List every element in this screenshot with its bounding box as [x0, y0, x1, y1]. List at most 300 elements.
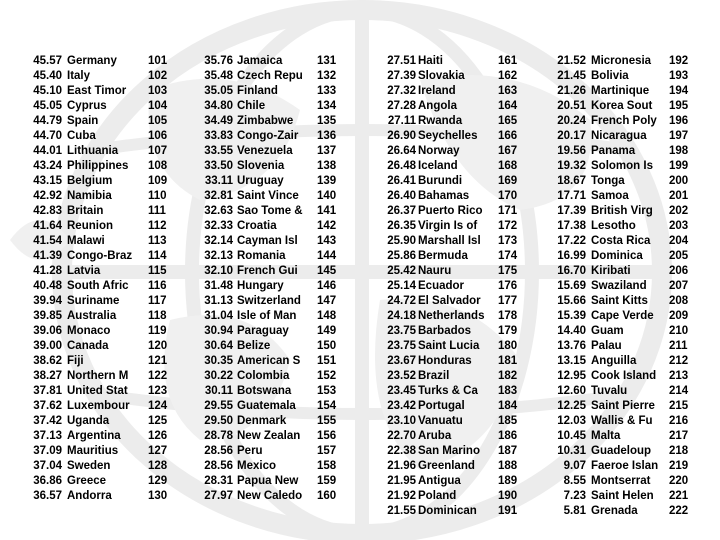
- row-country: Saint Vince: [237, 190, 299, 202]
- row-rank: 154: [317, 400, 337, 412]
- row-country: Poland: [418, 490, 457, 502]
- row-rank: 208: [669, 295, 689, 307]
- row-rank: 197: [669, 130, 689, 142]
- row-country: Montserrat: [591, 475, 651, 487]
- row-rank: 147: [317, 295, 337, 307]
- row-rank: 133: [317, 85, 337, 97]
- row-rank: 163: [498, 85, 518, 97]
- row-value: 34.49: [204, 115, 233, 127]
- row-country: Solomon Is: [591, 160, 653, 172]
- row-value: 20.24: [557, 115, 586, 127]
- row-rank: 157: [317, 445, 337, 457]
- row-rank: 137: [317, 145, 337, 157]
- row-value: 32.33: [204, 220, 233, 232]
- row-rank: 118: [148, 310, 167, 322]
- row-value: 25.42: [387, 265, 416, 277]
- row-country: Colombia: [237, 370, 290, 382]
- row-rank: 167: [498, 145, 518, 157]
- row-country: Tonga: [591, 175, 625, 187]
- row-value: 41.64: [33, 220, 62, 232]
- row-rank: 221: [669, 490, 689, 502]
- row-value: 12.25: [557, 400, 586, 412]
- row-value: 12.60: [557, 385, 586, 397]
- row-rank: 215: [669, 400, 689, 412]
- row-country: Puerto Rico: [418, 205, 483, 217]
- row-country: Tuvalu: [591, 385, 628, 397]
- row-rank: 217: [669, 430, 689, 442]
- row-value: 30.35: [204, 355, 233, 367]
- row-value: 30.64: [204, 340, 233, 352]
- row-country: Andorra: [67, 490, 112, 502]
- row-rank: 144: [317, 250, 337, 262]
- row-rank: 175: [498, 265, 518, 277]
- row-rank: 203: [669, 220, 689, 232]
- row-country: Greece: [67, 475, 107, 487]
- row-value: 15.69: [557, 280, 586, 292]
- row-value: 26.90: [387, 130, 416, 142]
- row-country: Grenada: [591, 505, 638, 517]
- row-country: Zimbabwe: [237, 115, 294, 127]
- row-value: 41.28: [33, 265, 62, 277]
- row-rank: 107: [148, 145, 168, 157]
- row-country: British Virg: [591, 205, 653, 217]
- row-rank: 104: [148, 100, 168, 112]
- row-value: 21.55: [387, 505, 416, 517]
- row-country: Uruguay: [237, 175, 284, 187]
- row-rank: 128: [148, 460, 168, 472]
- row-value: 12.95: [557, 370, 586, 382]
- row-value: 37.42: [33, 415, 62, 427]
- row-country: Denmark: [237, 415, 287, 427]
- row-country: Nauru: [418, 265, 452, 277]
- row-country: Papua New: [237, 475, 299, 487]
- row-value: 33.83: [204, 130, 233, 142]
- row-value: 16.70: [557, 265, 586, 277]
- row-rank: 172: [498, 220, 518, 232]
- row-value: 22.38: [387, 445, 416, 457]
- row-value: 26.64: [387, 145, 416, 157]
- row-rank: 139: [317, 175, 337, 187]
- row-value: 30.22: [204, 370, 233, 382]
- row-value: 44.70: [33, 130, 62, 142]
- row-value: 33.11: [204, 175, 233, 187]
- row-country: Wallis & Fu: [591, 415, 653, 427]
- row-rank: 170: [498, 190, 518, 202]
- row-country: Romania: [237, 250, 286, 262]
- row-country: Guatemala: [237, 400, 296, 412]
- row-value: 27.28: [387, 100, 416, 112]
- row-country: El Salvador: [418, 295, 481, 307]
- row-country: Turks & Ca: [418, 385, 478, 397]
- row-rank: 145: [317, 265, 337, 277]
- row-value: 39.85: [33, 310, 62, 322]
- row-value: 23.75: [387, 325, 416, 337]
- row-value: 45.10: [33, 85, 62, 97]
- row-country: Virgin Is of: [418, 220, 478, 232]
- row-country: Seychelles: [418, 130, 478, 142]
- row-value: 10.45: [557, 430, 586, 442]
- row-rank: 134: [317, 100, 337, 112]
- row-country: Chile: [237, 100, 266, 112]
- row-country: Aruba: [418, 430, 452, 442]
- row-country: Guam: [591, 325, 624, 337]
- row-rank: 192: [669, 55, 689, 67]
- row-country: Italy: [67, 70, 91, 82]
- row-rank: 210: [669, 325, 689, 337]
- row-country: Micronesia: [591, 55, 652, 67]
- row-country: Czech Repu: [237, 70, 303, 82]
- row-country: Jamaica: [237, 55, 283, 67]
- row-country: Isle of Man: [237, 310, 297, 322]
- row-value: 31.04: [204, 310, 233, 322]
- row-rank: 185: [498, 415, 518, 427]
- row-rank: 165: [498, 115, 518, 127]
- row-rank: 124: [148, 400, 168, 412]
- row-country: Rwanda: [418, 115, 463, 127]
- row-value: 21.26: [557, 85, 586, 97]
- row-rank: 116: [148, 280, 167, 292]
- row-value: 43.15: [33, 175, 62, 187]
- row-country: Haiti: [418, 55, 443, 67]
- row-country: Saint Lucia: [418, 340, 480, 352]
- row-rank: 109: [148, 175, 168, 187]
- row-value: 37.09: [33, 445, 62, 457]
- row-country: Panama: [591, 145, 636, 157]
- row-rank: 151: [317, 355, 337, 367]
- row-value: 27.97: [204, 490, 233, 502]
- row-value: 44.79: [33, 115, 62, 127]
- row-rank: 113: [148, 235, 167, 247]
- row-value: 25.86: [387, 250, 416, 262]
- row-country: Cyprus: [67, 100, 107, 112]
- row-rank: 119: [148, 325, 167, 337]
- row-rank: 220: [669, 475, 689, 487]
- row-value: 36.86: [33, 475, 62, 487]
- row-rank: 105: [148, 115, 168, 127]
- row-rank: 130: [148, 490, 168, 502]
- row-country: Norway: [418, 145, 460, 157]
- row-rank: 141: [317, 205, 337, 217]
- row-rank: 180: [498, 340, 518, 352]
- row-country: Netherlands: [418, 310, 485, 322]
- row-rank: 117: [148, 295, 167, 307]
- row-rank: 198: [669, 145, 689, 157]
- row-rank: 162: [498, 70, 518, 82]
- row-country: Germany: [67, 55, 117, 67]
- row-value: 28.56: [204, 445, 233, 457]
- row-rank: 202: [669, 205, 689, 217]
- row-value: 31.48: [204, 280, 233, 292]
- row-rank: 161: [498, 55, 518, 67]
- row-country: Lesotho: [591, 220, 636, 232]
- row-country: Saint Pierre: [591, 400, 655, 412]
- row-value: 23.67: [387, 355, 416, 367]
- row-rank: 120: [148, 340, 168, 352]
- row-country: Cuba: [67, 130, 96, 142]
- row-value: 26.35: [387, 220, 416, 232]
- row-country: San Marino: [418, 445, 480, 457]
- row-value: 30.94: [204, 325, 233, 337]
- row-value: 45.40: [33, 70, 62, 82]
- row-country: Mauritius: [67, 445, 119, 457]
- row-country: Swaziland: [591, 280, 647, 292]
- row-rank: 108: [148, 160, 168, 172]
- row-rank: 123: [148, 385, 168, 397]
- row-value: 15.66: [557, 295, 586, 307]
- row-country: French Gui: [237, 265, 298, 277]
- row-rank: 179: [498, 325, 518, 337]
- row-country: United Stat: [67, 385, 128, 397]
- row-value: 37.04: [33, 460, 62, 472]
- row-value: 27.39: [387, 70, 416, 82]
- row-country: Korea Sout: [591, 100, 653, 112]
- row-country: Malawi: [67, 235, 105, 247]
- row-rank: 212: [669, 355, 689, 367]
- row-rank: 159: [317, 475, 337, 487]
- row-value: 37.81: [33, 385, 62, 397]
- row-country: Paraguay: [237, 325, 289, 337]
- row-value: 17.38: [557, 220, 586, 232]
- row-rank: 178: [498, 310, 518, 322]
- row-value: 31.13: [204, 295, 233, 307]
- row-rank: 142: [317, 220, 337, 232]
- row-rank: 110: [148, 190, 167, 202]
- row-country: Australia: [67, 310, 117, 322]
- row-value: 38.27: [33, 370, 62, 382]
- row-rank: 182: [498, 370, 518, 382]
- row-rank: 186: [498, 430, 518, 442]
- row-rank: 103: [148, 85, 168, 97]
- row-country: Bermuda: [418, 250, 468, 262]
- row-rank: 136: [317, 130, 337, 142]
- row-country: Croatia: [237, 220, 277, 232]
- row-rank: 193: [669, 70, 689, 82]
- row-value: 41.54: [33, 235, 62, 247]
- row-country: Kiribati: [591, 265, 631, 277]
- row-value: 32.13: [204, 250, 233, 262]
- row-country: Sao Tome &: [237, 205, 303, 217]
- row-country: Britain: [67, 205, 104, 217]
- row-value: 43.24: [33, 160, 62, 172]
- row-rank: 199: [669, 160, 689, 172]
- row-country: Burundi: [418, 175, 463, 187]
- row-country: Ecuador: [418, 280, 465, 292]
- row-rank: 174: [498, 250, 518, 262]
- row-value: 27.11: [387, 115, 416, 127]
- row-country: Cape Verde: [591, 310, 654, 322]
- row-value: 42.83: [33, 205, 62, 217]
- row-value: 29.55: [204, 400, 233, 412]
- row-country: Namibia: [67, 190, 112, 202]
- row-value: 23.75: [387, 340, 416, 352]
- row-value: 29.50: [204, 415, 233, 427]
- row-value: 26.48: [387, 160, 416, 172]
- row-country: Palau: [591, 340, 622, 352]
- row-rank: 138: [317, 160, 337, 172]
- row-value: 41.39: [33, 250, 62, 262]
- row-country: Faeroe Islan: [591, 460, 659, 472]
- row-country: Vanuatu: [418, 415, 463, 427]
- row-country: Guadeloup: [591, 445, 652, 457]
- row-country: Anguilla: [591, 355, 637, 367]
- row-rank: 216: [669, 415, 689, 427]
- row-rank: 213: [669, 370, 689, 382]
- row-country: Angola: [418, 100, 457, 112]
- row-rank: 187: [498, 445, 518, 457]
- row-value: 17.71: [557, 190, 586, 202]
- row-rank: 200: [669, 175, 689, 187]
- row-rank: 126: [148, 430, 168, 442]
- row-value: 33.55: [204, 145, 233, 157]
- row-value: 26.40: [387, 190, 416, 202]
- row-country: Samoa: [591, 190, 629, 202]
- row-value: 23.45: [387, 385, 416, 397]
- row-value: 37.62: [33, 400, 62, 412]
- row-value: 32.10: [204, 265, 233, 277]
- row-value: 13.76: [557, 340, 586, 352]
- row-country: Venezuela: [237, 145, 293, 157]
- row-rank: 132: [317, 70, 337, 82]
- row-country: Marshall Isl: [418, 235, 481, 247]
- row-value: 45.57: [33, 55, 62, 67]
- row-rank: 115: [148, 265, 167, 277]
- row-rank: 204: [669, 235, 689, 247]
- row-rank: 143: [317, 235, 337, 247]
- row-rank: 222: [669, 505, 689, 517]
- row-rank: 205: [669, 250, 689, 262]
- row-country: Latvia: [67, 265, 101, 277]
- row-value: 26.37: [387, 205, 416, 217]
- row-rank: 112: [148, 220, 167, 232]
- row-country: Iceland: [418, 160, 458, 172]
- row-value: 39.00: [33, 340, 62, 352]
- row-value: 35.05: [204, 85, 233, 97]
- row-country: New Zealan: [237, 430, 301, 442]
- row-country: Spain: [67, 115, 99, 127]
- row-country: Sweden: [67, 460, 111, 472]
- row-rank: 169: [498, 175, 518, 187]
- row-value: 13.15: [557, 355, 586, 367]
- row-country: Suriname: [67, 295, 120, 307]
- row-country: Reunion: [67, 220, 113, 232]
- row-value: 27.32: [387, 85, 416, 97]
- row-value: 14.40: [557, 325, 586, 337]
- row-rank: 209: [669, 310, 689, 322]
- row-value: 17.22: [557, 235, 586, 247]
- row-value: 23.42: [387, 400, 416, 412]
- row-value: 21.96: [387, 460, 416, 472]
- row-rank: 106: [148, 130, 168, 142]
- row-value: 21.52: [557, 55, 586, 67]
- row-country: Fiji: [67, 355, 84, 367]
- row-country: Martinique: [591, 85, 650, 97]
- row-country: Greenland: [418, 460, 475, 472]
- row-rank: 188: [498, 460, 518, 472]
- row-country: Monaco: [67, 325, 111, 337]
- row-value: 25.90: [387, 235, 416, 247]
- row-value: 5.81: [563, 505, 586, 517]
- row-value: 23.10: [387, 415, 416, 427]
- row-rank: 190: [498, 490, 518, 502]
- row-rank: 219: [669, 460, 689, 472]
- row-rank: 122: [148, 370, 168, 382]
- row-rank: 153: [317, 385, 337, 397]
- row-country: American S: [237, 355, 301, 367]
- row-value: 16.99: [557, 250, 586, 262]
- row-rank: 176: [498, 280, 518, 292]
- row-rank: 121: [148, 355, 168, 367]
- row-value: 12.03: [557, 415, 586, 427]
- row-value: 19.56: [557, 145, 586, 157]
- row-country: Congo-Braz: [67, 250, 133, 262]
- row-value: 9.07: [563, 460, 586, 472]
- row-value: 25.14: [387, 280, 416, 292]
- row-rank: 194: [669, 85, 689, 97]
- row-rank: 218: [669, 445, 689, 457]
- row-rank: 111: [148, 205, 166, 217]
- row-value: 19.32: [557, 160, 586, 172]
- row-value: 28.56: [204, 460, 233, 472]
- row-rank: 152: [317, 370, 337, 382]
- row-value: 35.48: [204, 70, 233, 82]
- row-rank: 195: [669, 100, 689, 112]
- row-country: Portugal: [418, 400, 465, 412]
- row-rank: 207: [669, 280, 689, 292]
- row-country: Costa Rica: [591, 235, 651, 247]
- row-country: Lithuania: [67, 145, 119, 157]
- row-country: Saint Helen: [591, 490, 654, 502]
- row-rank: 102: [148, 70, 168, 82]
- row-value: 21.92: [387, 490, 416, 502]
- row-rank: 211: [669, 340, 688, 352]
- row-value: 37.13: [33, 430, 62, 442]
- row-rank: 149: [317, 325, 337, 337]
- row-country: Slovenia: [237, 160, 285, 172]
- row-country: Congo-Zair: [237, 130, 299, 142]
- row-country: Northern M: [67, 370, 129, 382]
- row-value: 8.55: [563, 475, 586, 487]
- row-country: Dominica: [591, 250, 643, 262]
- row-value: 45.05: [33, 100, 62, 112]
- row-rank: 189: [498, 475, 518, 487]
- row-rank: 177: [498, 295, 518, 307]
- row-country: East Timor: [67, 85, 127, 97]
- row-value: 28.31: [204, 475, 233, 487]
- row-rank: 206: [669, 265, 689, 277]
- row-value: 21.95: [387, 475, 416, 487]
- row-value: 32.14: [204, 235, 233, 247]
- row-value: 10.31: [557, 445, 586, 457]
- row-country: Belgium: [67, 175, 113, 187]
- row-value: 23.52: [387, 370, 416, 382]
- row-value: 33.50: [204, 160, 233, 172]
- row-value: 32.81: [204, 190, 233, 202]
- row-country: Switzerland: [237, 295, 301, 307]
- row-rank: 191: [498, 505, 518, 517]
- row-country: Argentina: [67, 430, 121, 442]
- row-country: Finland: [237, 85, 278, 97]
- row-rank: 150: [317, 340, 337, 352]
- row-value: 39.06: [33, 325, 62, 337]
- row-country: Slovakia: [418, 70, 465, 82]
- row-value: 20.17: [557, 130, 586, 142]
- row-value: 32.63: [204, 205, 233, 217]
- row-value: 35.76: [204, 55, 233, 67]
- row-country: New Caledo: [237, 490, 303, 502]
- row-value: 40.48: [33, 280, 62, 292]
- row-rank: 173: [498, 235, 518, 247]
- row-value: 22.70: [387, 430, 416, 442]
